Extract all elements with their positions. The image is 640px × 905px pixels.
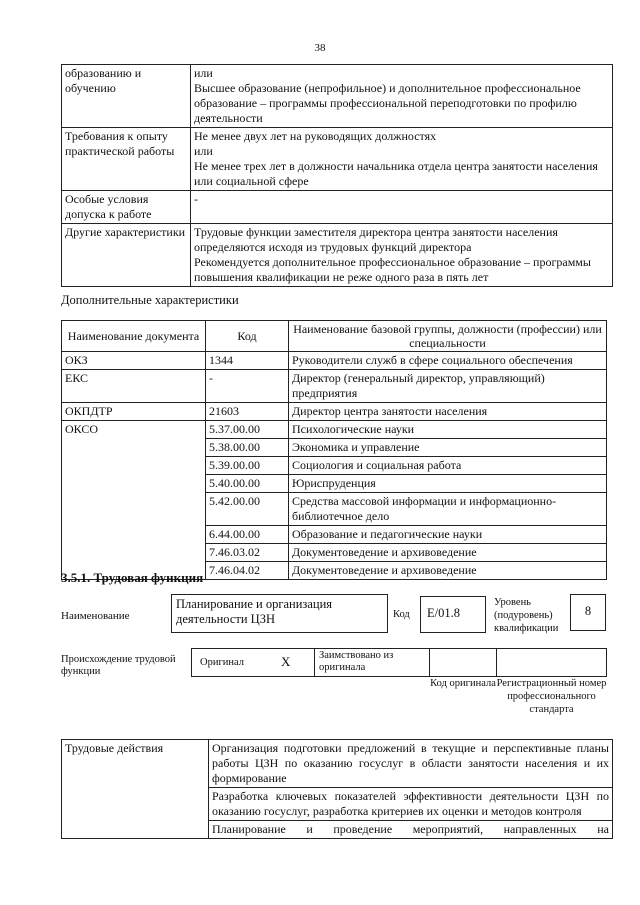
reg-number-cell (496, 648, 607, 677)
labor-function-heading: 3.5.1. Трудовая функция (61, 570, 204, 585)
labor-actions-table (61, 739, 613, 839)
table-row (62, 352, 607, 370)
name-label: Наименование (61, 610, 130, 622)
code-cell: 1344 (206, 352, 289, 370)
row-value (191, 191, 613, 224)
row-label: Другие характеристики (62, 224, 191, 287)
level-box: 8 (570, 594, 606, 631)
actions-label: Трудовые действия (62, 740, 209, 839)
borrowed-cell: Заимствовано из оригинала (314, 648, 430, 677)
table-row (62, 403, 607, 421)
value-line: Не менее двух лет на руководящих должностях (194, 129, 437, 143)
value-line: Не менее трех лет в должности начальника отдела центра занятости населения или социальной сфере (194, 159, 598, 188)
name-cell: Юриспруденция (289, 475, 607, 493)
action-item: Организация подготовки предложений в текущие и перспективные планы работы ЦЗН по оказанию госуслуг в области занятости населения и их формирование (209, 740, 613, 788)
original-label: Оригинал (200, 657, 244, 668)
code-cell: 6.44.00.00 (206, 526, 289, 544)
table-body (62, 352, 607, 580)
value-line: или (194, 144, 213, 158)
code-cell: 5.39.00.00 (206, 457, 289, 475)
table-row (62, 224, 613, 287)
name-cell: Экономика и управление (289, 439, 607, 457)
value-line: Рекомендуется дополнительное профессиональное образование – программы повышения квалификации не реже одного раза в пять лет (194, 255, 591, 284)
table-row (62, 740, 613, 788)
code-cell: - (206, 370, 289, 403)
column-header: Наименование документа (62, 321, 206, 352)
section-title: Дополнительные характеристики (61, 293, 239, 307)
table-row (62, 191, 613, 224)
reg-number-caption: Регистрационный номер профессионального стандарта (496, 678, 607, 715)
column-header: Код (206, 321, 289, 352)
table-row (62, 421, 607, 439)
value-line: Трудовые функции заместителя директора центра занятости населения определяются исходя из трудовых функций директора (194, 225, 558, 254)
doc-cell: ОКЗ (62, 352, 206, 370)
column-header: Наименование базовой группы, должности (профессии) или специальности (289, 321, 607, 352)
value-line: Высшее образование (непрофильное) и дополнительное профессиональное образование – программы профессиональной переподготовки по профилю деятельности (194, 81, 581, 125)
code-cell: 7.46.04.02 (206, 562, 289, 580)
row-label: Особые условия допуска к работе (62, 191, 191, 224)
code-cell: 5.40.00.00 (206, 475, 289, 493)
name-cell: Психологические науки (289, 421, 607, 439)
level-label: Уровень (подуровень) квалификации (494, 597, 559, 634)
function-name-box: Планирование и организация деятельности ЦЗН (171, 594, 388, 633)
origin-label: Происхождение трудовой функции (61, 654, 176, 677)
code-cell: 5.37.00.00 (206, 421, 289, 439)
original-mark: X (281, 654, 291, 669)
qualification-table (61, 64, 613, 287)
additional-characteristics-table (61, 320, 607, 580)
table-row (62, 128, 613, 191)
doc-cell: ОКПДТР (62, 403, 206, 421)
doc-cell: ОКСО (62, 421, 206, 580)
row-label: Требования к опыту практической работы (62, 128, 191, 191)
name-cell: Образование и педагогические науки (289, 526, 607, 544)
code-cell: 7.46.03.02 (206, 544, 289, 562)
value-line: - (194, 192, 198, 206)
row-label: образованию и обучению (62, 65, 191, 128)
doc-cell: ЕКС (62, 370, 206, 403)
code-cell: 5.42.00.00 (206, 493, 289, 526)
name-cell: Директор (генеральный директор, управляющий) предприятия (289, 370, 607, 403)
original-code-cell (429, 648, 497, 677)
code-label: Код (393, 609, 410, 620)
table-row (62, 370, 607, 403)
code-cell: 5.38.00.00 (206, 439, 289, 457)
row-value (191, 224, 613, 287)
row-value (191, 128, 613, 191)
name-cell: Руководители служб в сфере социального обеспечения (289, 352, 607, 370)
value-line: или (194, 66, 213, 80)
name-cell: Средства массовой информации и информационно-библиотечное дело (289, 493, 607, 526)
header-row (62, 321, 607, 352)
name-cell: Документоведение и архивоведение (289, 544, 607, 562)
code-original-caption: Код оригинала (430, 678, 496, 689)
page-number: 38 (314, 42, 326, 54)
name-cell: Социология и социальная работа (289, 457, 607, 475)
row-value (191, 65, 613, 128)
table-row (62, 65, 613, 128)
action-item: Разработка ключевых показателей эффективности деятельности ЦЗН по оказанию госуслуг, разработка критериев их оценки и методов контроля (209, 788, 613, 821)
code-cell: 21603 (206, 403, 289, 421)
name-cell: Директор центра занятости населения (289, 403, 607, 421)
action-item: Планирование и проведение мероприятий, направленных на (209, 821, 613, 839)
name-cell: Документоведение и архивоведение (289, 562, 607, 580)
function-code-box: E/01.8 (420, 596, 486, 633)
